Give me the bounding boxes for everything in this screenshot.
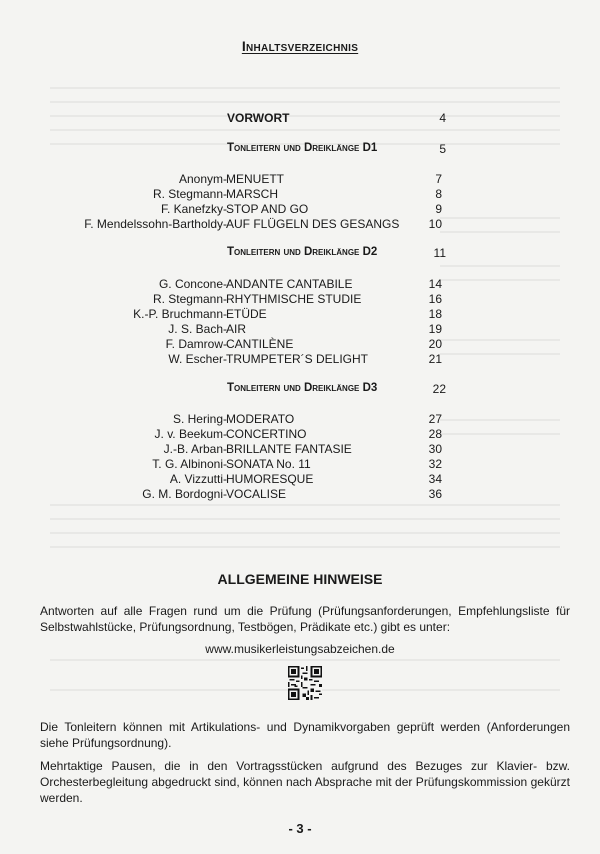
page-number: 10 — [428, 217, 442, 231]
page-number: 7 — [435, 172, 442, 186]
piece-title: HUMORESQUE — [226, 472, 314, 486]
separator-dash: - — [223, 277, 227, 291]
page-number: 21 — [428, 352, 442, 366]
page-title: Inhaltsverzeichnis — [241, 38, 359, 54]
separator-dash: - — [223, 442, 227, 456]
page-number: 18 — [428, 307, 442, 321]
separator-dash: - — [223, 217, 227, 231]
piece-title: MARSCH — [226, 187, 279, 201]
piece-title: AIR — [226, 322, 247, 336]
separator-dash: - — [223, 457, 227, 471]
separator-dash: - — [223, 307, 227, 321]
page-number: 30 — [428, 442, 442, 456]
piece-title: STOP AND GO — [226, 202, 309, 216]
hints-rests-paragraph: Mehrtaktige Pausen, die in den Vortragsstücken aufgrund des Bezuges zur Klavier- bzw. Orchesterbegleitung abgedruckt sind, können nach Absprache mit der Prüfungskommission gekürzt werden. — [40, 759, 570, 805]
page-number: 27 — [428, 412, 442, 426]
page-number: 8 — [435, 187, 442, 201]
section-page-d1: 5 — [439, 142, 446, 156]
page-number: 19 — [428, 322, 442, 336]
piece-title: TRUMPETER´S DELIGHT — [226, 352, 369, 366]
toc-entry — [0, 427, 600, 442]
hints-intro-paragraph: Antworten auf alle Fragen rund um die Prüfung (Prüfungsanforderungen, Empfehlungsliste für Selbstwahlstücke, Prüfungsordnung, Testbögen, Prädikate etc.) gibt es unter: — [40, 604, 570, 634]
website-url[interactable]: www.musikerleistungsabzeichen.de — [205, 642, 395, 656]
composer-name: K.-P. Bruchmann — [133, 307, 223, 321]
section-heading-d2: Tonleitern und Dreiklänge D2 — [227, 246, 378, 258]
page-number: 32 — [428, 457, 442, 471]
composer-name: W. Escher — [168, 352, 223, 366]
toc-entry — [0, 322, 600, 337]
toc-entry — [0, 412, 600, 427]
composer-name: J. S. Bach — [168, 322, 223, 336]
toc-entry — [0, 442, 600, 457]
separator-dash: - — [223, 427, 227, 441]
composer-name: G. Concone — [158, 277, 223, 291]
page-number: 14 — [428, 277, 442, 291]
toc-entry — [0, 487, 600, 502]
page-number-footer: - 3 - — [288, 821, 312, 836]
separator-dash: - — [223, 412, 227, 426]
separator-dash: - — [223, 292, 227, 306]
toc-entry — [0, 352, 600, 367]
hints-scales-paragraph: Die Tonleitern können mit Artikulations- und Dynamikvorgaben geprüft werden (Anforderungen siehe Prüfungsordnung). — [40, 720, 570, 750]
composer-name: J. v. Beekum — [154, 427, 223, 441]
composer-name: R. Stegmann — [152, 292, 223, 306]
toc-entry — [0, 457, 600, 472]
separator-dash: - — [223, 352, 227, 366]
composer-name: G. M. Bordogni — [142, 487, 223, 501]
piece-title: ANDANTE CANTABILE — [226, 277, 353, 291]
page-number: 9 — [435, 202, 442, 216]
page-number: 34 — [428, 472, 442, 486]
piece-title: BRILLANTE FANTASIE — [226, 442, 352, 456]
composer-name: F. Kanefzky — [160, 202, 223, 216]
page-number: 20 — [428, 337, 442, 351]
composer-name: S. Hering — [172, 412, 223, 426]
composer-name: T. G. Albinoni — [152, 457, 223, 471]
toc-entry — [0, 292, 600, 307]
piece-title: MODERATO — [226, 412, 295, 426]
piece-title: VOCALISE — [226, 487, 287, 501]
piece-title: RHYTHMISCHE STUDIE — [226, 292, 362, 306]
piece-title: MENUETT — [226, 172, 284, 186]
page-number: 16 — [428, 292, 442, 306]
toc-entry — [0, 277, 600, 292]
piece-title: CONCERTINO — [226, 427, 307, 441]
composer-name: A. Vizzutti — [169, 472, 223, 486]
piece-title: SONATA No. 11 — [226, 457, 311, 471]
separator-dash: - — [223, 487, 227, 501]
separator-dash: - — [223, 172, 227, 186]
separator-dash: - — [223, 202, 227, 216]
section-heading-d1: Tonleitern und Dreiklänge D1 — [227, 142, 378, 154]
toc-entry — [0, 337, 600, 352]
toc-entry — [0, 187, 600, 202]
composer-name: R. Stegmann — [152, 187, 223, 201]
toc-entry — [0, 472, 600, 487]
piece-title: ETÜDE — [226, 307, 267, 321]
section-page-d3: 22 — [432, 382, 446, 396]
toc-vorwort-page: 4 — [439, 111, 446, 125]
qr-code-icon[interactable] — [288, 666, 322, 700]
separator-dash: - — [223, 337, 227, 351]
separator-dash: - — [223, 187, 227, 201]
toc-entry — [0, 172, 600, 187]
toc-entry — [0, 202, 600, 217]
hints-title: ALLGEMEINE HINWEISE — [217, 571, 383, 587]
separator-dash: - — [223, 472, 227, 486]
section-heading-d3: Tonleitern und Dreiklänge D3 — [227, 382, 378, 394]
toc-vorwort-label: VORWORT — [227, 111, 290, 125]
composer-name: F. Damrow — [165, 337, 223, 351]
page-number: 28 — [428, 427, 442, 441]
separator-dash: - — [223, 322, 227, 336]
piece-title: AUF FLÜGELN DES GESANGS — [226, 217, 400, 231]
composer-name: Anonym — [178, 172, 223, 186]
toc-entry — [0, 217, 600, 232]
composer-name: J.-B. Arban — [163, 442, 223, 456]
piece-title: CANTILÈNE — [226, 337, 294, 351]
page-number: 36 — [428, 487, 442, 501]
section-page-d2: 11 — [433, 246, 446, 260]
toc-entry — [0, 307, 600, 322]
composer-name: F. Mendelssohn-Bartholdy — [84, 217, 223, 231]
